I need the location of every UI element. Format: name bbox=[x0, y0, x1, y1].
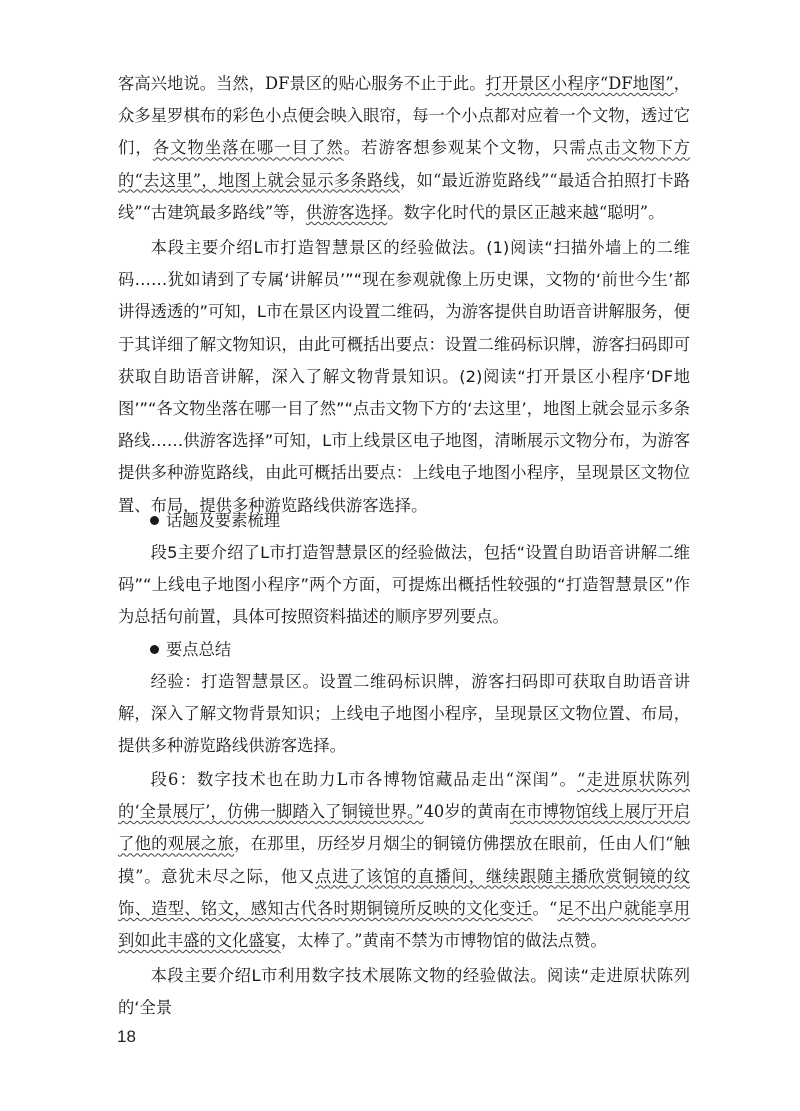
text-run: ，太棒了。”黄南不禁为市博物馆的做法点赞。 bbox=[280, 931, 607, 951]
bullet-heading-topic bbox=[150, 505, 280, 537]
page-number: 18 bbox=[117, 1027, 136, 1046]
text-run: ，如“最近游览路线”“最适合拍照打卡路线”“古建筑最多路线”等， bbox=[118, 170, 690, 222]
bullet-dot-icon bbox=[150, 516, 159, 525]
underlined-text: 打开景区小程序“DF地图” bbox=[485, 74, 674, 93]
text-run: 。数字化时代的景区正越来越“聪明”。 bbox=[387, 202, 665, 222]
text-run: 客高兴地说。当然，DF景区的贴心服务不止于此。 bbox=[118, 74, 486, 93]
text-run: ，在那里，历经岁月烟尘的铜镜仿佛摆放在眼前，任由人们“触摸”。意犹未尽之际，他又 bbox=[118, 834, 690, 886]
text-run: 40岁的黄南 bbox=[423, 802, 510, 822]
text-run: 。“ bbox=[532, 898, 558, 918]
text-run: ，众多星罗棋布的彩色小点便会映入眼帘，每一个小点都对应着一个文物，透过它们， bbox=[118, 74, 690, 158]
paragraph-scenic-story bbox=[118, 68, 690, 229]
underlined-text: 供游客选择 bbox=[305, 202, 388, 222]
underlined-text: 点击文物下方的“去这里”，地图上就会显示多条路线 bbox=[118, 138, 690, 190]
bullet-dot-icon bbox=[150, 645, 159, 654]
paragraph-analysis-museum: 本段主要介绍L市利用数字技术展陈文物的经验做法。阅读“走进原状陈列的‘全景 bbox=[118, 966, 690, 1018]
paragraph-topic-summary: 段5主要介绍了L市打造智慧景区的经验做法，包括“设置自助语音讲解二维码”“上线电子地图小程序”两个方面，可提炼出概括性较强的“打造智慧景区”作为总括句前置，具体可按照资料描述的顺序罗列要点。 bbox=[118, 543, 690, 627]
underlined-text: 在市博物馆线上展厅开启了他的观展之旅 bbox=[118, 802, 690, 854]
bullet-heading-label: 话题及要素梳理 bbox=[166, 511, 280, 530]
text-run: 段6：数字技术也在助力L市各博物馆藏品走出“深闺”。 bbox=[150, 770, 577, 789]
bullet-heading-points bbox=[150, 634, 231, 666]
underlined-text: 各文物坐落在哪一目了然 bbox=[152, 138, 344, 158]
text-run: 。若游客想参观某个文物，只需 bbox=[343, 138, 587, 158]
underlined-text: “走进原状陈列的‘全景展厅’，仿佛一脚踏入了铜镜世界。” bbox=[118, 770, 690, 822]
underlined-text: 足不出户就能享用到如此丰盛的文化盛宴 bbox=[118, 898, 690, 951]
underlined-text: 点进了该馆的直播间，继续跟随主播欣赏铜镜的纹饰、造型、铭文，感知古代各时期铜镜所反映的文化变迁 bbox=[118, 866, 690, 918]
paragraph-points-summary: 经验：打造智慧景区。设置二维码标识牌，游客扫码即可获取自助语音讲解，深入了解文物背景知识；上线电子地图小程序，呈现景区文物位置、布局，提供多种游览路线供游客选择。 bbox=[118, 672, 690, 756]
bullet-heading-label: 要点总结 bbox=[166, 640, 232, 659]
paragraph-analysis-smart-scenic: 本段主要介绍L市打造智慧景区的经验做法。(1)阅读“扫描外墙上的二维码……犹如请到了专属‘讲解员’”“现在参观就像上历史课，文物的‘前世今生’都讲得透透的”可知，L市在景区内设置二维码，为游客提供自助语音讲解服务，便于其详细了解文物知识，由此可概括出要点：设置二维码标识牌，游客扫码即可获取自助语音讲解，深入了解文物背景知识。(2)阅读“打开景区小程序‘DF地图’”“各文物坐落在哪一目了然”“点击文物下方的‘去这里’，地图上就会显示多条路线……供游客选择”可知，L市上线景区电子地图，清晰展示文物分布，为游客提供多种游览路线，由此可概括出要点：上线电子地图小程序，呈现景区文物位置、布局，提供多种游览路线供游客选择。 bbox=[118, 238, 690, 515]
paragraph-museum-story bbox=[118, 764, 690, 957]
